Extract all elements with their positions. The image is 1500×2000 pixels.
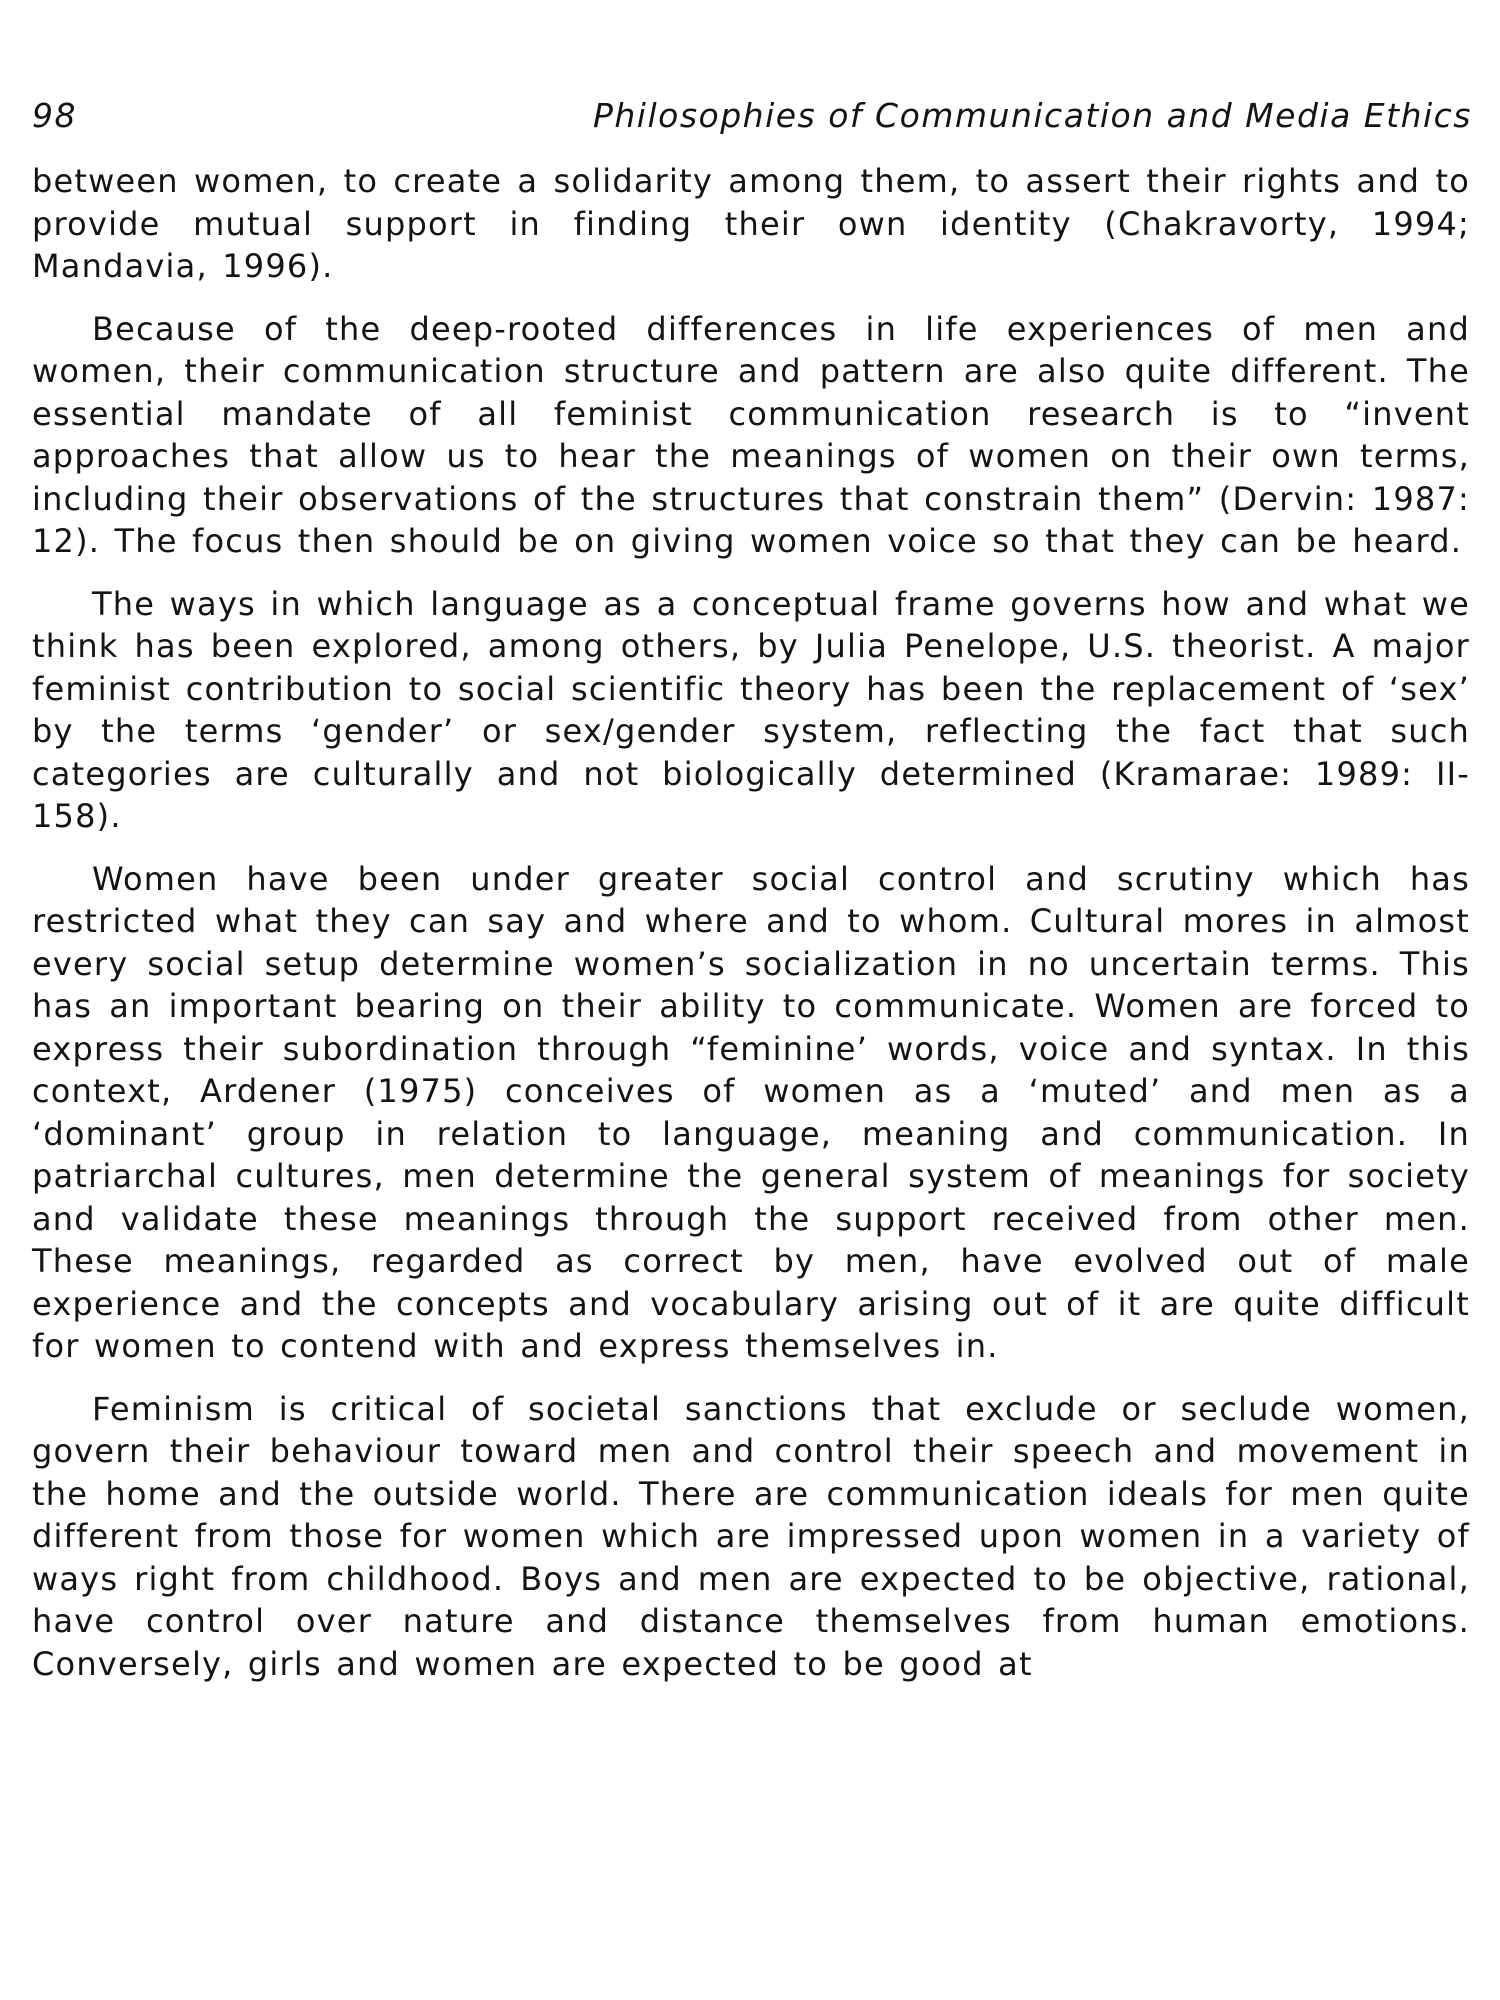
running-title: Philosophies of Communication and Media Ethics [592, 96, 1472, 135]
paragraph-language-frame: The ways in which language as a conceptual frame governs how and what we think has been explored, among others, by Julia Penelope, U.S. theorist. A major feminist contribution to social scientific theory has been the replacement of ‘sex’ by the terms ‘gender’ or sex/gender system, reflecting the fact that such categories are culturally and not biologically determined (Kramarae: 1989: II-158). [32, 584, 1470, 835]
paragraph-social-control: Women have been under greater social control and scrutiny which has restricted what they can say and where and to whom. Cultural mores in almost every social setup determine women’s socialization in no uncertain terms. This has an important bearing on their ability to communicate. Women are forced to express their subordination through “feminine’ words, voice and syntax. In this context, Ardener (1975) conceives of women as a ‘muted’ and men as a ‘dominant’ group in relation to language, meaning and communication. In patriarchal cultures, men determine the general system of meanings for society and validate these meanings through the support received from other men. These meanings, regarded as correct by men, have evolved out of male experience and the concepts and vocabulary arising out of it are quite difficult for women to contend with and express themselves in. [32, 859, 1470, 1365]
paragraph-communication-structure: Because of the deep-rooted differences in life experiences of men and women, their communication structure and pattern are also quite different. The essential mandate of all feminist communication research is to “invent approaches that allow us to hear the meanings of women on their own terms, including their observations of the structures that constrain them” (Dervin: 1987: 12). The focus then should be on giving women voice so that they can be heard. [32, 309, 1470, 560]
paragraph-continued: between women, to create a solidarity among them, to assert their rights and to provide mutual support in finding their own identity (Chakravorty, 1994; Mandavia, 1996). [32, 162, 1470, 285]
body-text [32, 160, 1470, 1705]
page-number: 98 [32, 96, 77, 135]
running-head [32, 96, 1472, 146]
paragraph-societal-sanctions: Feminism is critical of societal sanctions that exclude or seclude women, govern their behaviour toward men and control their speech and movement in the home and the outside world. There are communication ideals for men quite different from those for women which are impressed upon women in a variety of ways right from childhood. Boys and men are expected to be objective, rational, have control over nature and distance themselves from human emotions. Conversely, girls and women are expected to be good at [32, 1389, 1470, 1683]
